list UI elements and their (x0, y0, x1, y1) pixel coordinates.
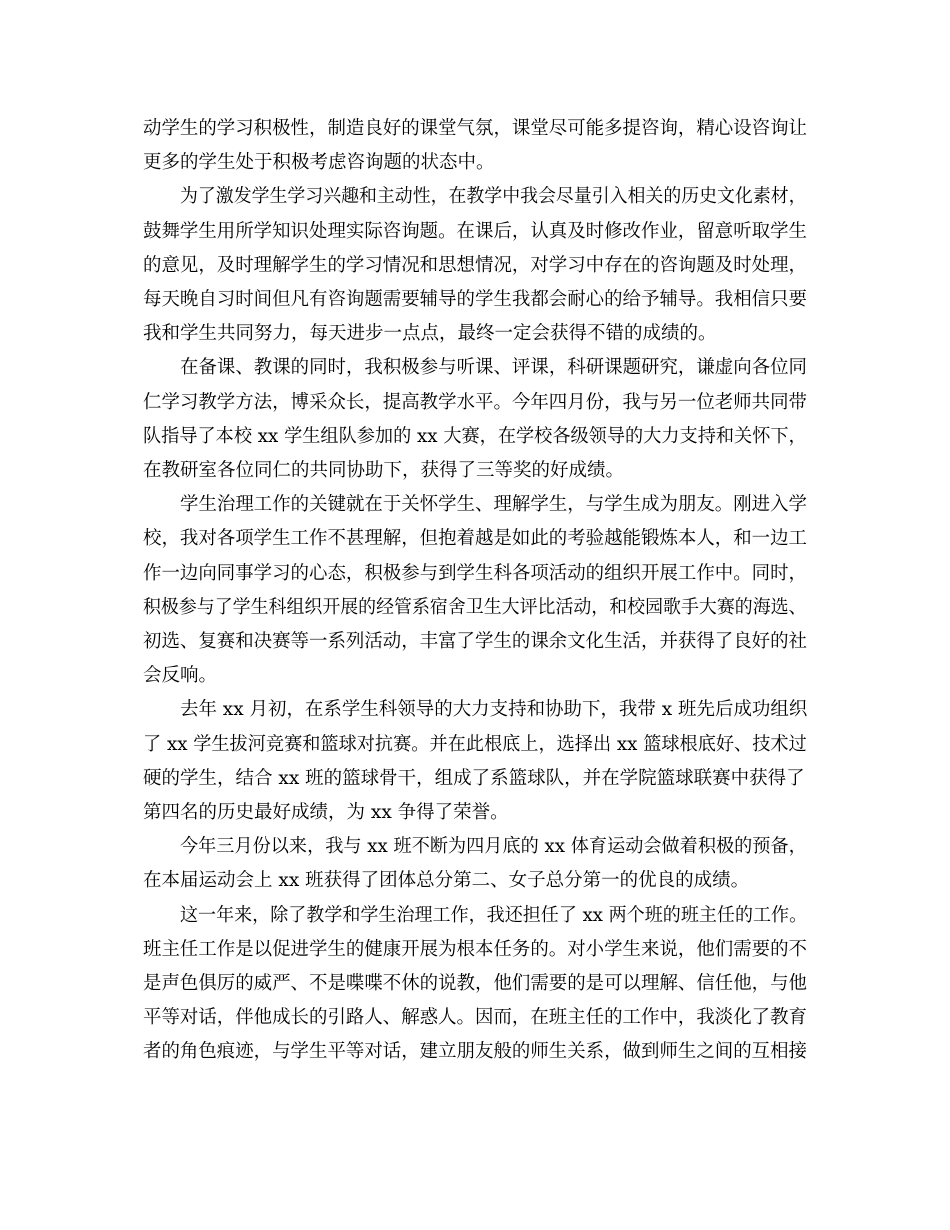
text-line: 了 xx 学生拔河竞赛和篮球对抗赛。并在此根底上，选择出 xx 篮球根底好、技术过 (143, 733, 807, 755)
text-line: 仁学习教学方法，博采众长，提高教学水平。今年四月份，我与另一位老师共同带 (143, 391, 808, 413)
text-line: 队指导了本校 xx 学生组队参加的 xx 大赛，在学校各级领导的大力支持和关怀下， (143, 425, 807, 447)
text-line: 平等对话，伴他成长的引路人、解惑人。因而，在班主任的工作中，我淡化了教育 (143, 1007, 808, 1029)
text-line: 每天晚自习时间但凡有咨询题需要辅导的学生我都会耐心的给予辅导。我相信只要 (143, 289, 808, 310)
text-line: 在教研室各位同仁的共同协助下，获得了三等奖的好成绩。 (143, 460, 625, 481)
text-line: 作一边向同事学习的心态，积极参与到学生科各项活动的组织开展工作中。同时， (143, 562, 808, 584)
text-line: 更多的学生处于积极考虑咨询题的状态中。 (143, 152, 495, 174)
text-line: 在备课、教课的同时，我积极参与听课、评课，科研课题研究，谦虚向各位同 (180, 357, 808, 379)
text-line: 学生治理工作的关键就在于关怀学生、理解学生，与学生成为朋友。刚进入学 (180, 494, 808, 516)
text-line: 在本届运动会上 xx 班获得了团体总分第二、女子总分第一的优良的成绩。 (143, 870, 750, 892)
text-line: 这一年来，除了教学和学生治理工作，我还担任了 xx 两个班的班主任的工作。 (180, 904, 808, 926)
text-line: 为了激发学生学习兴趣和主动性，在教学中我会尽量引入相关的历史文化素材， (180, 186, 807, 208)
text-line: 我和学生共同努力，每天进步一点点，最终一定会获得不错的成绩的。 (143, 323, 717, 345)
text-line: 积极参与了学生科组织开展的经管系宿舍卫生大评比活动，和校园歌手大赛的海选、 (143, 596, 807, 618)
text-line: 今年三月份以来，我与 xx 班不断为四月底的 xx 体育运动会做着积极的预备， (180, 836, 807, 858)
text-line: 硬的学生，结合 xx 班的篮球骨干，组成了系篮球队，并在学院篮球联赛中获得了 (143, 767, 805, 789)
text-line: 班主任工作是以促进学生的健康开展为根本任务的。对小学生来说，他们需要的不 (143, 938, 808, 960)
text-line: 者的角色痕迹，与学生平等对话，建立朋友般的师生关系，做到师生之间的互相接 (143, 1041, 808, 1063)
text-line: 初选、复赛和决赛等一系列活动，丰富了学生的课余文化生活，并获得了良好的社 (143, 631, 808, 652)
text-line: 鼓舞学生用所学知识处理实际咨询题。在课后，认真及时修改作业，留意听取学生 (143, 220, 808, 242)
text-line: 会反响。 (143, 665, 218, 687)
text-line: 校，我对各项学生工作不甚理解，但抱着越是如此的考验越能锻炼本人，和一边工 (143, 528, 808, 550)
text-line: 的意见，及时理解学生的学习情况和思想情况，对学习中存在的咨询题及时处理， (143, 254, 808, 276)
text-line: 动学生的学习积极性，制造良好的课堂气氛，课堂尽可能多提咨询，精心设咨询让 (143, 118, 808, 139)
text-line: 第四名的历史最好成绩，为 xx 争得了荣誉。 (143, 802, 509, 823)
text-line: 去年 xx 月初，在系学生科领导的大力支持和协助下，我带 x 班先后成功组织 (180, 699, 808, 721)
text-line: 是声色俱厉的威严、不是喋喋不休的说教，他们需要的是可以理解、信任他，与他 (143, 973, 808, 994)
